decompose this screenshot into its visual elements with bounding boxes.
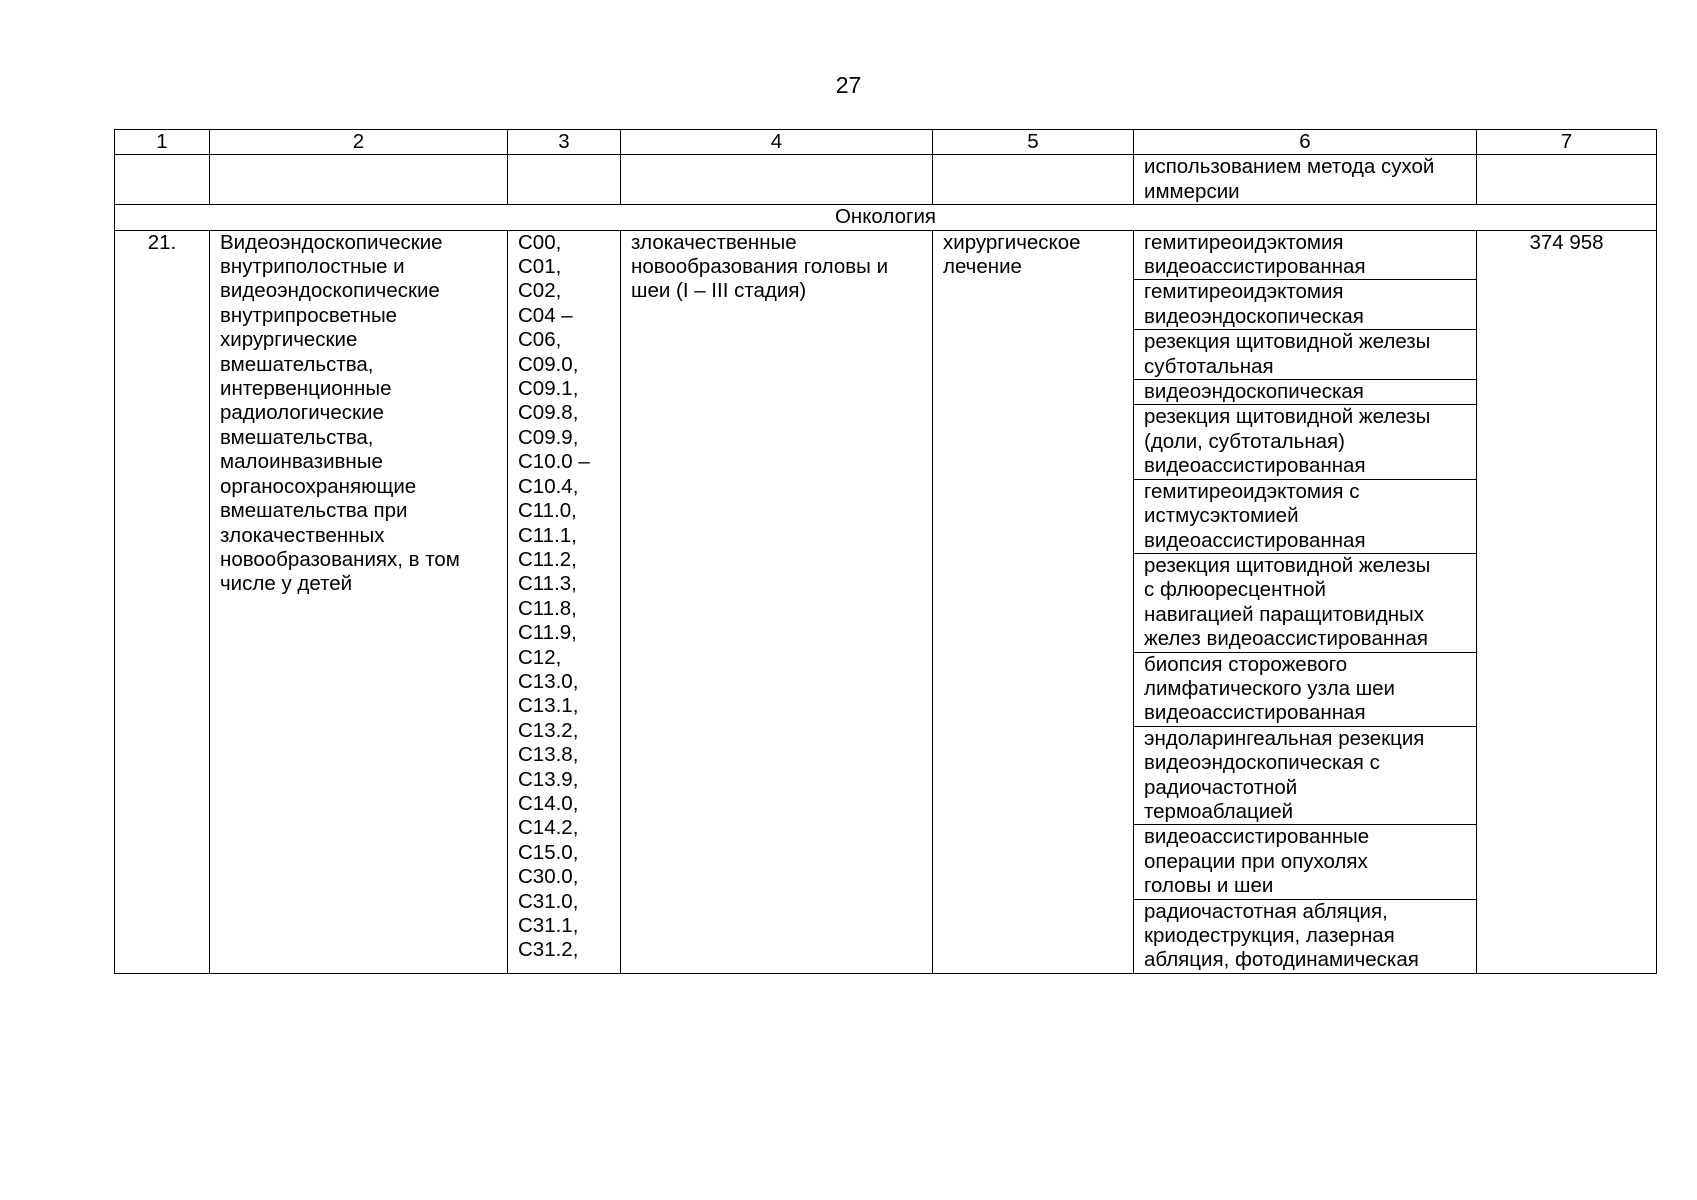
icd-code-line: C13.0, (518, 669, 579, 693)
method-item (1134, 554, 1476, 653)
method-line: видеоассистированные (1144, 825, 1370, 849)
icd-code-line: C02, (518, 279, 562, 303)
table-row (115, 230, 1657, 973)
icd-code-line: C09.8, (518, 401, 579, 425)
icd-code-line: C00, (518, 230, 562, 254)
method-line: субтотальная (1144, 354, 1274, 378)
diagnosis-line: злокачественные (631, 230, 797, 254)
method-line: резекция щитовидной железы (1144, 405, 1431, 429)
intervention-name-line: внутриполостные и (220, 255, 405, 279)
method-line: резекция щитовидной железы (1144, 553, 1431, 577)
treatment-cell (933, 230, 1134, 973)
column-number: 3 (508, 130, 621, 155)
intervention-name-line: числе у детей (220, 572, 353, 596)
icd-code-line: C11.3, (518, 572, 577, 596)
column-number: 7 (1477, 130, 1657, 155)
method-line: видеоассистированная (1144, 701, 1366, 725)
column-number: 2 (210, 130, 508, 155)
intervention-name-line: новообразованиях, в том (220, 547, 460, 571)
method-line: (доли, субтотальная) (1144, 429, 1345, 453)
empty-cell (210, 155, 508, 205)
method-line: лимфатического узла шеи (1144, 676, 1395, 700)
method-line: резекция щитовидной железы (1144, 330, 1431, 354)
method-item (1134, 280, 1476, 330)
icd-code-line: C06, (518, 328, 562, 352)
intervention-name-line: малоинвазивные (220, 450, 383, 474)
method-line: видеоассистированная (1144, 255, 1366, 279)
method-item (1134, 380, 1476, 405)
section-row (115, 205, 1657, 230)
diagnosis-line: шеи (I – III стадия) (631, 279, 807, 303)
treatment-line: хирургическое (943, 230, 1081, 254)
method-item (1134, 727, 1476, 826)
icd-codes-cell (508, 230, 621, 973)
method-line: видеоэндоскопическая (1144, 304, 1364, 328)
method-item (1134, 330, 1476, 380)
method-line: использованием метода сухой (1144, 155, 1435, 179)
method-line: эндоларингеальная резекция (1144, 726, 1425, 750)
method-item (1134, 900, 1476, 973)
icd-code-line: C15.0, (518, 840, 579, 864)
intervention-name-line: интервенционные (220, 377, 392, 401)
column-number: 5 (933, 130, 1134, 155)
icd-code-line: C12, (518, 645, 562, 669)
column-number: 4 (621, 130, 933, 155)
empty-cell (1477, 155, 1657, 205)
intervention-name-line: вмешательства, (220, 425, 374, 449)
method-line: абляция, фотодинамическая (1144, 948, 1419, 972)
intervention-name-line: вмешательства при (220, 499, 408, 523)
empty-cell (115, 155, 210, 205)
method-line: гемитиреоидэктомия (1144, 280, 1344, 304)
continuation-row (115, 155, 1657, 205)
method-line: операции при опухолях (1144, 849, 1368, 873)
intervention-name-line: хирургические (220, 328, 358, 352)
icd-code-line: C31.1, (518, 914, 579, 937)
method-line: истмусэктомией (1144, 504, 1299, 528)
icd-code-line: C01, (518, 255, 562, 279)
icd-code-line: C09.0, (518, 352, 579, 376)
column-number: 6 (1134, 130, 1477, 155)
method-line: иммерсии (1144, 179, 1240, 203)
method-item (1134, 405, 1476, 479)
icd-code-line: C31.0, (518, 889, 579, 913)
method-line: навигацией паращитовидных (1144, 602, 1425, 626)
continuation-method-cell (1134, 155, 1477, 205)
intervention-name-line: видеоэндоскопические (220, 279, 440, 303)
icd-code-line: C31.2, (518, 938, 579, 962)
method-line: с флюоресцентной (1144, 578, 1326, 602)
empty-cell (933, 155, 1134, 205)
icd-code-line: C11.9, (518, 621, 577, 645)
method-item (1134, 825, 1476, 899)
icd-code-line: C10.0 – (518, 450, 590, 474)
method-line: видеоэндоскопическая (1144, 380, 1364, 404)
method-line: термоаблацией (1144, 799, 1294, 823)
diagnosis-line: новообразования головы и (631, 255, 889, 279)
row-number: 21. (115, 230, 210, 973)
method-item (1134, 480, 1476, 554)
method-line: биопсия сторожевого (1144, 652, 1348, 676)
icd-code-line: C11.2, (518, 547, 577, 571)
empty-cell (508, 155, 621, 205)
column-number: 1 (115, 130, 210, 155)
treatment-line: лечение (943, 255, 1022, 279)
icd-code-line: C13.1, (518, 694, 579, 718)
empty-cell (621, 155, 933, 205)
intervention-name-line: злокачественных (220, 523, 385, 547)
icd-code-line: C11.8, (518, 596, 577, 620)
method-line: видеоассистированная (1144, 528, 1366, 552)
method-line: головы и шеи (1144, 874, 1274, 898)
method-line: гемитиреоидэктомия (1144, 230, 1344, 254)
method-line: видеоэндоскопическая с (1144, 751, 1380, 775)
page-number: 27 (835, 72, 862, 98)
method-line: желез видеоассистированная (1144, 627, 1428, 651)
method-line: радиочастотной (1144, 775, 1298, 799)
method-line: радиочастотная абляция, (1144, 899, 1388, 923)
icd-code-line: C13.8, (518, 743, 579, 767)
method-line: видеоассистированная (1144, 454, 1366, 478)
intervention-name-line: вмешательства, (220, 352, 374, 376)
icd-code-line: C10.4, (518, 474, 579, 498)
intervention-name-line: Видеоэндоскопические (220, 230, 443, 254)
medical-care-table (114, 129, 1657, 974)
price-cell: 374 958 (1477, 230, 1657, 973)
intervention-name-line: внутрипросветные (220, 303, 398, 327)
method-item (1134, 231, 1476, 281)
method-line: гемитиреоидэктомия с (1144, 479, 1360, 503)
method-line: криодеструкция, лазерная (1144, 924, 1395, 947)
section-title: Онкология (115, 205, 1657, 230)
icd-code-line: C13.2, (518, 718, 579, 742)
icd-code-line: C13.9, (518, 767, 579, 791)
icd-code-line: C11.1, (518, 523, 577, 547)
method-item (1134, 653, 1476, 727)
icd-code-line: C09.1, (518, 377, 579, 401)
intervention-name-line: радиологические (220, 401, 384, 425)
diagnosis-cell (621, 230, 933, 973)
intervention-name-cell (210, 230, 508, 973)
intervention-name-line: органосохраняющие (220, 474, 417, 498)
icd-code-line: C14.0, (518, 791, 579, 815)
icd-code-line: C30.0, (518, 865, 579, 889)
icd-code-line: C09.9, (518, 425, 579, 449)
icd-code-line: C04 – (518, 303, 573, 327)
methods-cell (1134, 230, 1477, 973)
icd-code-line: C14.2, (518, 816, 579, 840)
column-number-row (115, 130, 1657, 155)
icd-code-line: C11.0, (518, 499, 577, 523)
